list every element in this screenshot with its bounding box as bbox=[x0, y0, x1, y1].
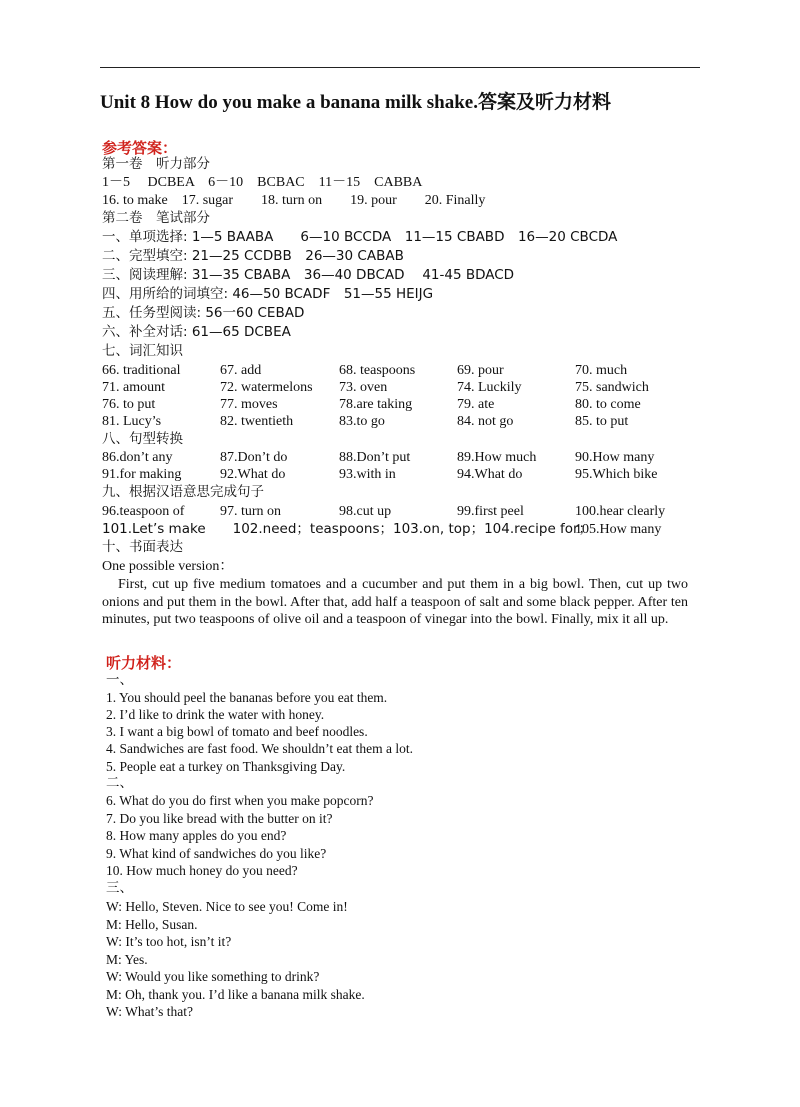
section-8: 八、句型转换 bbox=[102, 431, 183, 447]
essay-paragraph: First, cut up five medium tomatoes and a cucumber and put them in a big bowl. Then, cut up two onions and put them in the bowl. After that, add half a teaspoon of salt and some black pepper. After ten minutes, put two teaspoons of olive oil and a teaspoon of vinegar into the bowl. Finally, mix it all up. bbox=[102, 577, 688, 627]
transform-cell: 88.Don’t put bbox=[339, 450, 411, 465]
vocab-cell: 84. not go bbox=[457, 414, 514, 429]
transform-cell: 94.What do bbox=[457, 467, 523, 482]
section-5: 五、任务型阅读: 56一60 CEBAD bbox=[102, 305, 305, 321]
listening-line: W: Hello, Steven. Nice to see you! Come in! bbox=[106, 899, 348, 914]
vocab-cell: 83.to go bbox=[339, 414, 385, 429]
one-possible-version: One possible version： bbox=[102, 559, 234, 574]
vocab-cell: 67. add bbox=[220, 363, 262, 378]
transform-cell: 86.don’t any bbox=[102, 450, 173, 465]
listening-line: 6. What do you do first when you make popcorn? bbox=[106, 793, 374, 808]
listening-line: M: Yes. bbox=[106, 952, 148, 967]
listening-line: 三、 bbox=[106, 880, 133, 896]
part2-heading: 第二卷 笔试部分 bbox=[102, 210, 210, 226]
transform-cell: 87.Don’t do bbox=[220, 450, 288, 465]
vocab-cell: 81. Lucy’s bbox=[102, 414, 162, 429]
transform-cell: 90.How many bbox=[575, 450, 655, 465]
answers-heading: 参考答案： bbox=[102, 139, 178, 157]
listening-line: 一、 bbox=[106, 672, 133, 688]
complete-cell: 97. turn on bbox=[220, 504, 282, 519]
section-9: 九、根据汉语意思完成句子 bbox=[102, 484, 264, 500]
section-4: 四、用所给的词填空: 46—50 BCADF 51—55 HEIJG bbox=[102, 286, 434, 302]
vocab-cell: 66. traditional bbox=[102, 363, 181, 378]
section-1: 一、单项选择: 1—5 BAABA 6—10 BCCDA 11—15 CBABD 16—20 CBCDA bbox=[102, 229, 618, 245]
vocab-cell: 78.are taking bbox=[339, 397, 413, 412]
complete-cell: 101.Let’s make 102.need；teaspoons；103.on, top；104.recipe for； bbox=[102, 521, 593, 537]
section-6: 六、补全对话: 61—65 DCBEA bbox=[102, 324, 291, 340]
listening-heading: 听力材料： bbox=[106, 654, 182, 672]
part1-heading: 第一卷 听力部分 bbox=[102, 156, 210, 172]
listening-line: 7. Do you like bread with the butter on it? bbox=[106, 811, 333, 826]
vocab-cell: 68. teaspoons bbox=[339, 363, 416, 378]
complete-cell: 105.How many bbox=[575, 522, 662, 537]
listening-line: 4. Sandwiches are fast food. We shouldn’t eat them a lot. bbox=[106, 741, 413, 756]
listening-line: W: What’s that? bbox=[106, 1004, 193, 1019]
listening-line: W: It’s too hot, isn’t it? bbox=[106, 934, 232, 949]
listening-line: 1. You should peel the bananas before you eat them. bbox=[106, 690, 388, 705]
vocab-cell: 72. watermelons bbox=[220, 380, 313, 395]
section-10: 十、书面表达 bbox=[102, 539, 183, 555]
section-7: 七、词汇知识 bbox=[102, 343, 183, 359]
section-2: 二、完型填空: 21—25 CCDBB 26—30 CABAB bbox=[102, 248, 404, 264]
vocab-cell: 70. much bbox=[575, 363, 628, 378]
transform-cell: 92.What do bbox=[220, 467, 286, 482]
vocab-cell: 71. amount bbox=[102, 380, 165, 395]
complete-cell: 98.cut up bbox=[339, 504, 392, 519]
vocab-cell: 76. to put bbox=[102, 397, 156, 412]
listening-line: M: Hello, Susan. bbox=[106, 917, 198, 932]
vocab-cell: 73. oven bbox=[339, 380, 388, 395]
listening-line: 3. I want a big bowl of tomato and beef noodles. bbox=[106, 724, 368, 739]
vocab-cell: 77. moves bbox=[220, 397, 278, 412]
listening-line: 2. I’d like to drink the water with honey. bbox=[106, 707, 325, 722]
header-rule bbox=[100, 67, 700, 68]
complete-cell: 99.first peel bbox=[457, 504, 524, 519]
part1-line2: 16. to make 17. sugar 18. turn on 19. pour 20. Finally bbox=[102, 193, 486, 208]
listening-line: M: Oh, thank you. I’d like a banana milk shake. bbox=[106, 987, 365, 1002]
listening-line: 9. What kind of sandwiches do you like? bbox=[106, 846, 327, 861]
listening-line: 10. How much honey do you need? bbox=[106, 863, 298, 878]
page-title: Unit 8 How do you make a banana milk shake.答案及听力材料 bbox=[100, 92, 611, 113]
listening-line: W: Would you like something to drink? bbox=[106, 969, 320, 984]
vocab-cell: 85. to put bbox=[575, 414, 629, 429]
transform-cell: 89.How much bbox=[457, 450, 537, 465]
transform-cell: 91.for making bbox=[102, 467, 182, 482]
transform-cell: 93.with in bbox=[339, 467, 396, 482]
section-3: 三、阅读理解: 31—35 CBABA 36—40 DBCAD 41-45 BDACD bbox=[102, 267, 515, 283]
transform-cell: 95.Which bike bbox=[575, 467, 658, 482]
vocab-cell: 80. to come bbox=[575, 397, 641, 412]
complete-cell: 96.teaspoon of bbox=[102, 504, 185, 519]
complete-cell: 100.hear clearly bbox=[575, 504, 666, 519]
vocab-cell: 75. sandwich bbox=[575, 380, 649, 395]
listening-line: 8. How many apples do you end? bbox=[106, 828, 287, 843]
listening-line: 二、 bbox=[106, 775, 133, 791]
vocab-cell: 79. ate bbox=[457, 397, 495, 412]
vocab-cell: 82. twentieth bbox=[220, 414, 294, 429]
part1-line1: 1－5 DCBEA 6－10 BCBAC 11－15 CABBA bbox=[102, 175, 423, 190]
vocab-cell: 74. Luckily bbox=[457, 380, 522, 395]
vocab-cell: 69. pour bbox=[457, 363, 504, 378]
listening-line: 5. People eat a turkey on Thanksgiving Day. bbox=[106, 759, 346, 774]
